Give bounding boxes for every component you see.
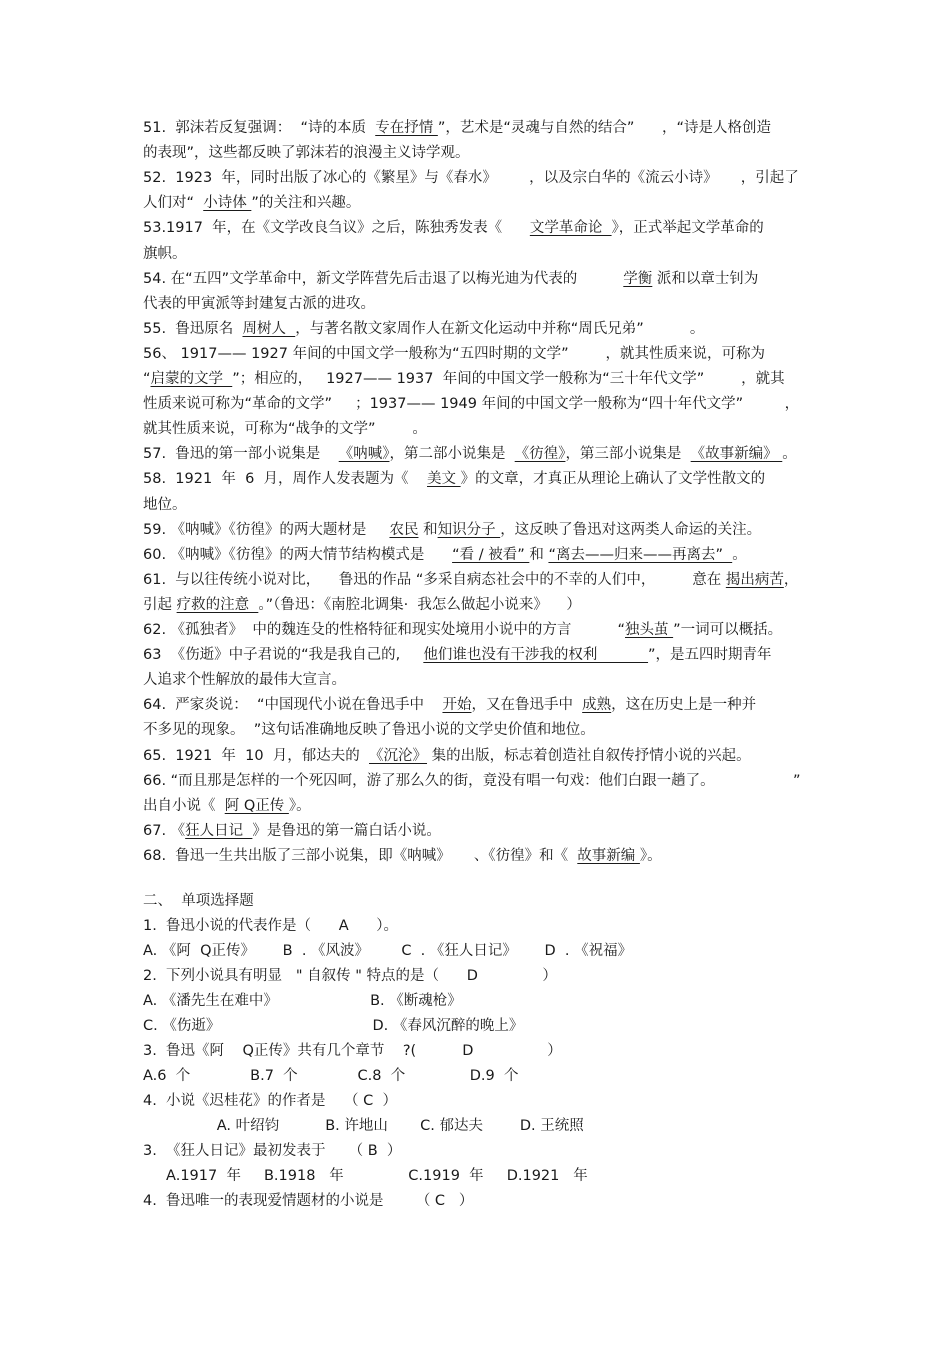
question-text: 65. 1921 年 10 月，郁达夫的 bbox=[143, 747, 370, 764]
question-text: 63 《伤逝》中子君说的“我是我自己的, bbox=[143, 647, 424, 664]
question-text: A.1917 年 B.1918 年 C.1919 年 D.1921 年 bbox=[143, 1168, 588, 1184]
question-text: 2. 下列小说具有明显 " 自叙传 " 特点的是（ D ） bbox=[143, 968, 557, 984]
fill-in-line bbox=[143, 620, 823, 640]
answer-blank: “看 / 被看” bbox=[452, 546, 530, 563]
choice-line bbox=[143, 1166, 823, 1186]
question-text: 64. 严家炎说： “中国现代小说在鲁迅手中 bbox=[143, 697, 443, 714]
question-text: 出自小说《 bbox=[143, 797, 225, 814]
question-text: 57. 鲁迅的第一部小说集是 bbox=[143, 446, 339, 463]
question-text: 4. 鲁迅唯一的表现爱情题材的小说是 （ C ） bbox=[143, 1193, 474, 1209]
question-text: 》。 bbox=[288, 797, 311, 814]
answer-blank: 周树人 bbox=[242, 320, 296, 337]
fill-in-line bbox=[143, 193, 823, 213]
question-text: 的表现”，这些都反映了郭沫若的浪漫主义诗学观。 bbox=[143, 145, 470, 162]
question-text: ”一词可以概括。 bbox=[673, 622, 783, 638]
answer-blank: 阿 Q正传 bbox=[224, 797, 289, 814]
choice-line bbox=[143, 891, 823, 911]
question-text: 集的出版，标志着创造社自叙传抒情小说的兴起。 bbox=[427, 747, 751, 764]
fill-in-line bbox=[143, 143, 823, 163]
choice-line bbox=[143, 1191, 823, 1211]
question-text: 。 bbox=[732, 546, 747, 563]
fill-in-line bbox=[143, 821, 823, 841]
question-text: 派和以章士钊为 bbox=[652, 270, 759, 287]
question-text: A.6 个 B.7 个 C.8 个 D.9 个 bbox=[143, 1068, 519, 1084]
question-text: 52. 1923 年，同时出版了冰心的《繁星》与《春水》 ，以及宗白华的《流云小诗》 ，引起了 bbox=[143, 170, 799, 187]
fill-in-line bbox=[143, 294, 823, 314]
question-text: 1. 鲁迅小说的代表作是（ A ）。 bbox=[143, 918, 399, 934]
question-text: 地位。 bbox=[143, 496, 187, 513]
choice-line bbox=[143, 941, 823, 961]
fill-in-line bbox=[143, 344, 823, 364]
answer-blank: 《彷徨》 bbox=[514, 446, 566, 463]
fill-in-line bbox=[143, 244, 823, 264]
question-text: 66. “而且那是怎样的一个死囚呵，游了那么久的街，竟没有唱一句戏：他们白跟一趟了。 ” bbox=[143, 772, 801, 789]
answer-blank: 独头茧 bbox=[625, 622, 674, 638]
choice-line bbox=[143, 966, 823, 986]
answer-blank: 学衡 bbox=[623, 270, 653, 287]
question-text: 51. 郭沫若反复强调： “诗的本质 bbox=[143, 120, 376, 136]
choice-line bbox=[143, 916, 823, 936]
question-text: 人追求个性解放的最伟大宣言。 bbox=[143, 672, 346, 689]
fill-in-line bbox=[143, 419, 823, 439]
question-text: 。 bbox=[782, 446, 797, 463]
question-text: ，这反映了鲁迅对这两类人命运的关注。 bbox=[500, 521, 762, 538]
question-text: ，第三部小说集是 bbox=[565, 446, 691, 463]
question-text: 二、 单项选择题 bbox=[143, 893, 254, 909]
question-text: 62. 《孤独者》 中的魏连殳的性格特征和现实处境用小说中的方言 “ bbox=[143, 622, 625, 638]
question-text: 67. 《 bbox=[143, 822, 186, 839]
question-text: 61. 与以往传统小说对比， 鲁迅的作品 “多采自病态社会中的不幸的人们中， 意在 bbox=[143, 571, 726, 588]
question-text: ”，艺术是“灵魂与自然的结合” ，“诗是人格创造 bbox=[437, 120, 772, 136]
question-text: ， bbox=[783, 571, 799, 588]
question-text: 60. 《呐喊》《彷徨》的两大情节结构模式是 bbox=[143, 546, 453, 563]
question-text: 代表的甲寅派等封建复古派的进攻。 bbox=[143, 295, 375, 312]
answer-blank: 启蒙的文学 bbox=[150, 371, 233, 387]
fill-in-line bbox=[143, 369, 823, 389]
choice-line bbox=[143, 1016, 823, 1036]
question-text: 。”（鲁迅：《南腔北调集· 我怎么做起小说来》 ） bbox=[258, 596, 581, 613]
question-text: 53.1917 年，在《文学改良刍议》之后，陈独秀发表《 bbox=[143, 220, 530, 237]
question-text: 就其性质来说，可称为“战争的文学” 。 bbox=[143, 421, 427, 438]
question-text: 》。 bbox=[639, 847, 662, 864]
question-text: 引起 bbox=[143, 596, 177, 613]
question-text: 》的文章，才真正从理论上确认了文学性散文的 bbox=[460, 471, 766, 488]
answer-blank: 知识分子 bbox=[437, 521, 501, 538]
fill-in-line bbox=[143, 319, 823, 339]
choice-line bbox=[143, 1041, 823, 1061]
answer-blank: 美文 bbox=[427, 471, 461, 488]
fill-in-line bbox=[143, 520, 823, 540]
question-text: C. 《伤逝》 D. 《春风沉醉的晚上》 bbox=[143, 1018, 524, 1034]
question-text: ，第二部小说集是 bbox=[389, 446, 515, 463]
fill-in-line bbox=[143, 269, 823, 289]
fill-in-line bbox=[143, 394, 823, 414]
question-text: 旗帜。 bbox=[143, 245, 187, 262]
question-text: 54. 在“五四”文学革命中，新文学阵营先后击退了以梅光迪为代表的 bbox=[143, 270, 624, 287]
fill-in-line bbox=[143, 218, 823, 238]
question-text: 3. 鲁迅《阿 Q正传》共有几个章节 ?( D ） bbox=[143, 1043, 562, 1059]
question-text: A. 《潘先生在难中》 B. 《断魂枪》 bbox=[143, 993, 462, 1009]
question-text: ，又在鲁迅手中 bbox=[471, 697, 583, 714]
question-text: 55. 鲁迅原名 bbox=[143, 320, 243, 337]
fill-in-line bbox=[143, 846, 823, 866]
choice-line bbox=[143, 1141, 823, 1161]
question-text: ，与著名散文家周作人在新文化运动中并称“周氏兄弟” 。 bbox=[295, 320, 705, 337]
question-text: 人们对“ bbox=[143, 195, 204, 212]
answer-blank: 开始 bbox=[442, 697, 472, 714]
choice-line bbox=[143, 1066, 823, 1086]
answer-blank: 《呐喊》 bbox=[338, 446, 390, 463]
question-text: A. 《阿 Q正传》 B . 《风波》 C . 《狂人日记》 D . 《祝福》 bbox=[143, 943, 633, 959]
question-text: 和 bbox=[418, 521, 438, 538]
question-text: 4. 小说《迟桂花》的作者是 （ C ） bbox=[143, 1093, 397, 1109]
choice-line bbox=[143, 1091, 823, 1111]
answer-blank: 故事新编 bbox=[577, 847, 640, 864]
question-text: 》，正式举起文学革命的 bbox=[611, 220, 764, 237]
question-text: ”，是五四时期青年 bbox=[648, 647, 772, 664]
question-text: “ bbox=[143, 371, 151, 387]
question-text: 3. 《狂人日记》最初发表于 （ B ） bbox=[143, 1143, 402, 1159]
answer-blank: 文学革命论 bbox=[529, 220, 612, 237]
question-text: ”；相应的， 1927—— 1937 年间的中国文学一般称为“三十年代文学” ，就其 bbox=[232, 371, 785, 387]
answer-blank: 《沉沦》 bbox=[369, 747, 428, 764]
answer-blank: 成熟 bbox=[582, 697, 612, 714]
fill-in-line bbox=[143, 645, 823, 665]
answer-blank: “离去——归来——再离去” bbox=[548, 546, 733, 563]
question-text: 》是鲁迅的第一篇白话小说。 bbox=[252, 822, 441, 839]
answer-blank: 小诗体 bbox=[203, 195, 252, 212]
fill-in-line bbox=[143, 495, 823, 515]
question-text: 不多见的现象。 ”这句话准确地反映了鲁迅小说的文学史价值和地位。 bbox=[143, 722, 595, 739]
answer-blank: 他们谁也没有干涉我的权利 bbox=[423, 647, 649, 664]
question-text: 56、 1917—— 1927 年间的中国文学一般称为“五四时期的文学” ，就其性质来说，可称为 bbox=[143, 345, 765, 362]
answer-blank: 农民 bbox=[389, 521, 419, 538]
answer-blank: 专在抒情 bbox=[375, 120, 438, 136]
question-text: ”的关注和兴趣。 bbox=[251, 195, 361, 212]
fill-in-line bbox=[143, 444, 823, 464]
question-text: 和 bbox=[529, 546, 549, 563]
fill-in-line bbox=[143, 545, 823, 565]
question-text: 性质来说可称为“革命的文学” ；1937—— 1949 年间的中国文学一般称为“四十年代文学” ， bbox=[143, 396, 800, 413]
answer-blank: 《故事新编》 bbox=[690, 446, 783, 463]
answer-blank: 揭出病苦 bbox=[725, 571, 784, 588]
fill-in-line bbox=[143, 771, 823, 791]
choice-line bbox=[143, 991, 823, 1011]
fill-in-line bbox=[143, 695, 823, 715]
fill-in-line bbox=[143, 796, 823, 816]
fill-in-line bbox=[143, 168, 823, 188]
fill-in-line bbox=[143, 595, 823, 615]
question-text: 68. 鲁迅一生共出版了三部小说集，即《呐喊》 、《彷徨》和《 bbox=[143, 847, 578, 864]
fill-in-line bbox=[143, 720, 823, 740]
question-text: 58. 1921 年 6 月，周作人发表题为《 bbox=[143, 471, 427, 488]
question-text: A. 叶绍钧 B. 许地山 C. 郁达夫 D. 王统照 bbox=[143, 1118, 584, 1134]
fill-in-line bbox=[143, 118, 823, 138]
fill-in-line bbox=[143, 469, 823, 489]
fill-in-line bbox=[143, 670, 823, 690]
answer-blank: 狂人日记 bbox=[185, 822, 253, 839]
answer-blank: 疗救的注意 bbox=[176, 596, 259, 613]
question-text: ，这在历史上是一种并 bbox=[611, 697, 757, 714]
fill-in-line bbox=[143, 570, 823, 590]
question-text: 59. 《呐喊》《彷徨》的两大题材是 bbox=[143, 521, 390, 538]
fill-in-line bbox=[143, 746, 823, 766]
choice-line bbox=[143, 1116, 823, 1136]
